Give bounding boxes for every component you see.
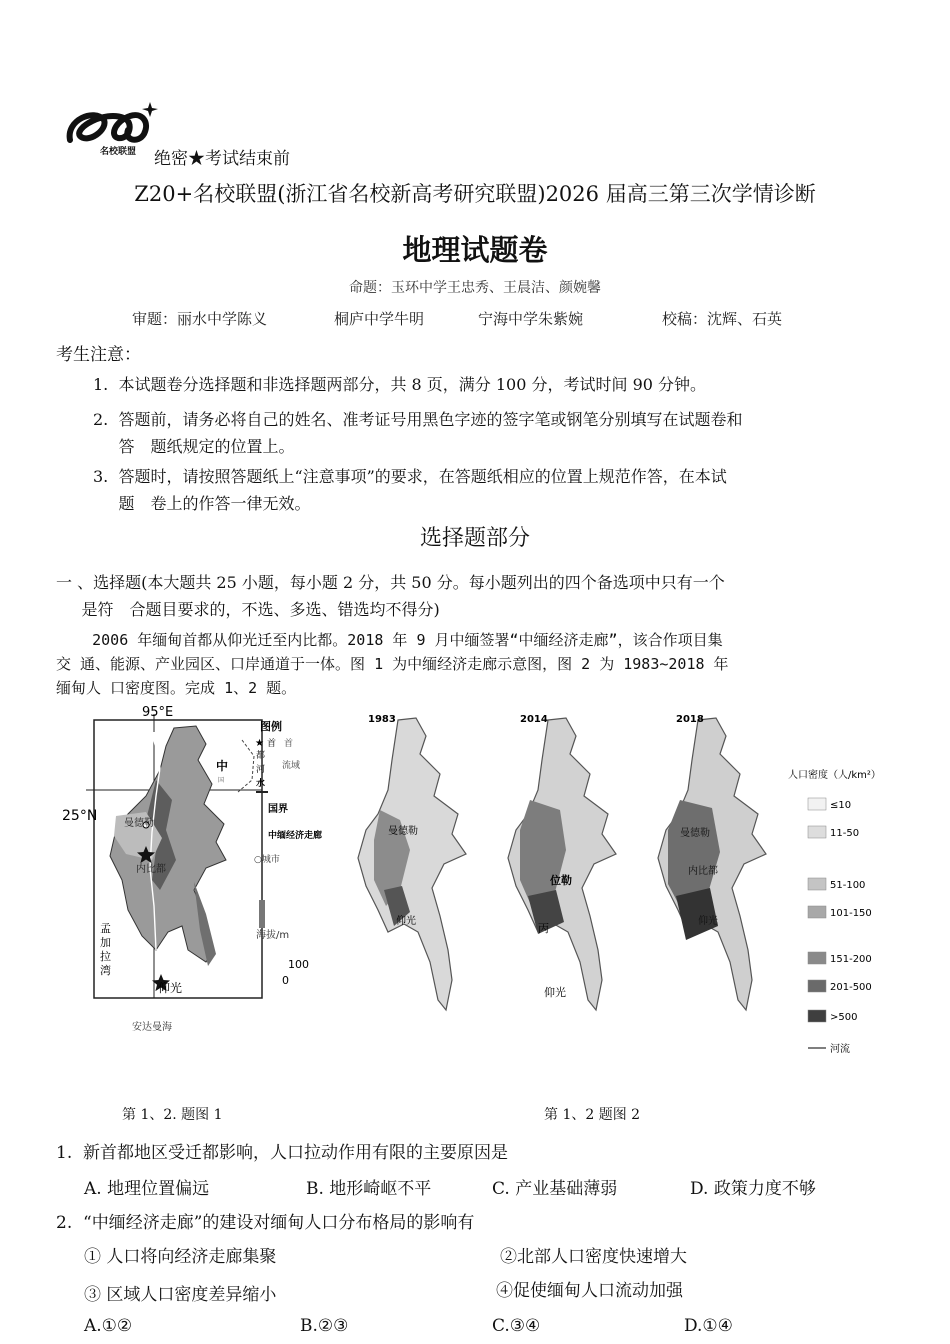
notice-item [93,406,742,460]
elevation-high: 100 [288,958,309,971]
figure-1-caption: 第 1、2. 题图 1 [122,1107,223,1123]
subject-title: 地理试题卷 [402,233,548,267]
map2014-label-2: 丙 [538,922,549,935]
lat-label: 25°N [62,808,98,824]
instructions-line-1: 一 、选择题(本大题共 25 小题，每小题 2 分，共 50 分。每小题列出的四个备选项中只有一个 [56,573,725,592]
legend-water: 水 [256,779,266,789]
map2018-label-1: 曼德勒 [680,828,710,839]
density-swatch [808,980,826,992]
density-swatch [808,878,826,890]
question-number: 1. [56,1143,73,1163]
notice-text: 答题时，请按照答题纸上“注意事项”的要求，在答题纸相应的位置上规范作答，在本试 [118,467,727,486]
density-legend-label: ≤10 [830,800,852,811]
lon-label: 95°E [142,705,174,720]
map1983-label-2: 仰光 [396,916,416,927]
map-1983 [358,714,466,1010]
exam-title: Z20+名校联盟(浙江省名校新高考研究联盟)2026 届高三第三次学情诊断 [134,182,816,206]
china-label: 中 [216,759,229,773]
legend-capital-1: 首 [267,739,277,749]
reviewer-2: 桐庐中学牛明 [334,310,425,328]
density-legend-label: 11-50 [830,828,860,839]
year-2018: 2018 [676,714,704,725]
passage-line-3: 缅甸人 口密度图。完成 1、2 题。 [56,679,297,697]
figure-2-maps [340,700,900,1080]
density-legend-label: 河流 [830,1044,850,1055]
question-number: 2. [56,1213,73,1233]
elevation-label: 海拔/m [256,930,290,941]
q1-option-c[interactable]: C. 产业基础薄弱 [492,1179,618,1199]
q2-option-b[interactable]: B.②③ [300,1316,349,1336]
density-swatch [808,826,826,838]
q2-statement-4: ④促使缅甸人口流动加强 [496,1281,683,1301]
mandalay-label: 曼德勒 [124,818,154,829]
notice-item [93,463,727,517]
section-instructions [56,569,725,623]
map1983-label-1: 曼德勒 [388,826,418,837]
q1-option-a[interactable]: A. 地理位置偏远 [84,1179,210,1199]
reviewer-3: 宁海中学朱紫婉 [478,310,584,328]
q1-option-d[interactable]: D. 政策力度不够 [690,1179,816,1199]
notice-text: 本试题卷分选择题和非选择题两部分，共 8 页，满分 100 分，考试时间 90 分钟。 [118,375,707,394]
map2014-label-3: 仰光 [544,986,566,999]
bay-label-1: 孟 [100,922,111,935]
reviewer-1: 审题：丽水中学陈义 [132,310,268,328]
map2018-label-2: 内比都 [688,866,718,877]
year-1983: 1983 [368,714,396,725]
q2-statement-1: ① 人口将向经济走廊集聚 [84,1247,277,1267]
question-1 [56,1138,508,1163]
legend-border: 国界 [268,804,288,815]
bay-label-4: 湾 [100,964,111,977]
notice-number: 3. [93,467,109,486]
instructions-line-2: 是符 合题目要求的，不选、多选、错选均不得分) [81,600,440,619]
legend-capital-2: 都 [256,751,266,761]
density-swatch [808,798,826,810]
legend-river-1: 河 [256,765,266,775]
bay-label-2: 加 [100,936,111,949]
density-swatch [808,1010,826,1022]
passage-line-1: 2006 年缅甸首都从仰光迁至内比都。2018 年 9 月中缅签署“中缅经济走廊”，该合作项目集 [92,631,723,649]
notice-number: 1. [93,375,109,394]
density-legend-title: 人口密度（人/km²） [788,770,881,781]
density-legend-label: 201-500 [830,982,872,993]
question-passage [56,628,729,700]
q2-option-d[interactable]: D.①④ [684,1316,733,1336]
q2-statement-3: ③ 区域人口密度差异缩小 [84,1285,277,1305]
map2018-label-3: 仰光 [698,916,718,927]
notice-item [93,371,706,398]
bay-label-3: 拉 [100,950,111,963]
map-2014 [508,714,616,1010]
question-stem: 新首都地区受迁都影响，人口拉动作用有限的主要原因是 [83,1143,509,1163]
q2-statement-2: ②北部人口密度快速增大 [500,1247,687,1267]
legend-star-icon: ★ [255,738,264,749]
year-2014: 2014 [520,714,548,725]
question-2 [56,1208,474,1233]
map-2018 [658,714,766,1010]
notice-number: 2. [93,410,109,429]
elevation-low: 0 [282,974,289,987]
legend-corridor: 中缅经济走廊 [268,831,323,841]
legend-basin-1: 首 [284,739,294,749]
yangon-label: 仰光 [158,981,183,995]
density-legend-label: 51-100 [830,880,866,891]
notice-text: 答题前，请务必将自己的姓名、准考证号用黑色字迹的签字笔或钢笔分别填写在试题卷和 [118,410,743,429]
authors-line: 命题：玉环中学王忠秀、王晨洁、颜婉馨 [349,280,601,296]
china-sub-label: 国 [218,777,225,784]
q1-option-b[interactable]: B. 地形崎岖不平 [306,1179,432,1199]
passage-line-2: 交 通、能源、产业园区、口岸通道于一体。图 1 为中缅经济走廊示意图，图 2 为 1983~2018 年 [56,655,729,673]
proofreaders: 校稿：沈辉、石英 [662,310,783,328]
density-legend-label: 101-150 [830,908,872,919]
density-swatch [808,906,826,918]
naypyidaw-label: 内比都 [136,864,166,875]
legend-city: ○城市 [254,855,280,865]
notice-text-cont: 题 卷上的作答一律无效。 [118,494,311,513]
figure-2-caption: 第 1、2 题图 2 [544,1107,641,1123]
logo-caption: 名校联盟 [100,147,137,157]
density-legend [808,798,872,1055]
figure-1-map [56,700,346,1040]
q2-option-c[interactable]: C.③④ [492,1316,541,1336]
notice-heading: 考生注意： [56,345,141,365]
notice-text-cont: 答 题纸规定的位置上。 [118,437,295,456]
density-legend-label: 151-200 [830,954,872,965]
density-swatch [808,952,826,964]
andaman-label: 安达曼海 [132,1022,172,1033]
legend-basin: 流域 [282,761,301,771]
question-stem: “中缅经济走廊”的建设对缅甸人口分布格局的影响有 [83,1213,475,1233]
confidential-label: 绝密★考试结束前 [154,149,290,169]
q2-option-a[interactable]: A.①② [84,1316,133,1336]
density-legend-label: >500 [830,1012,858,1023]
section-title: 选择题部分 [419,526,530,551]
legend-title: 图例 [260,720,282,733]
elevation-bar [259,900,265,928]
map2014-label-1: 位勒 [550,874,572,887]
